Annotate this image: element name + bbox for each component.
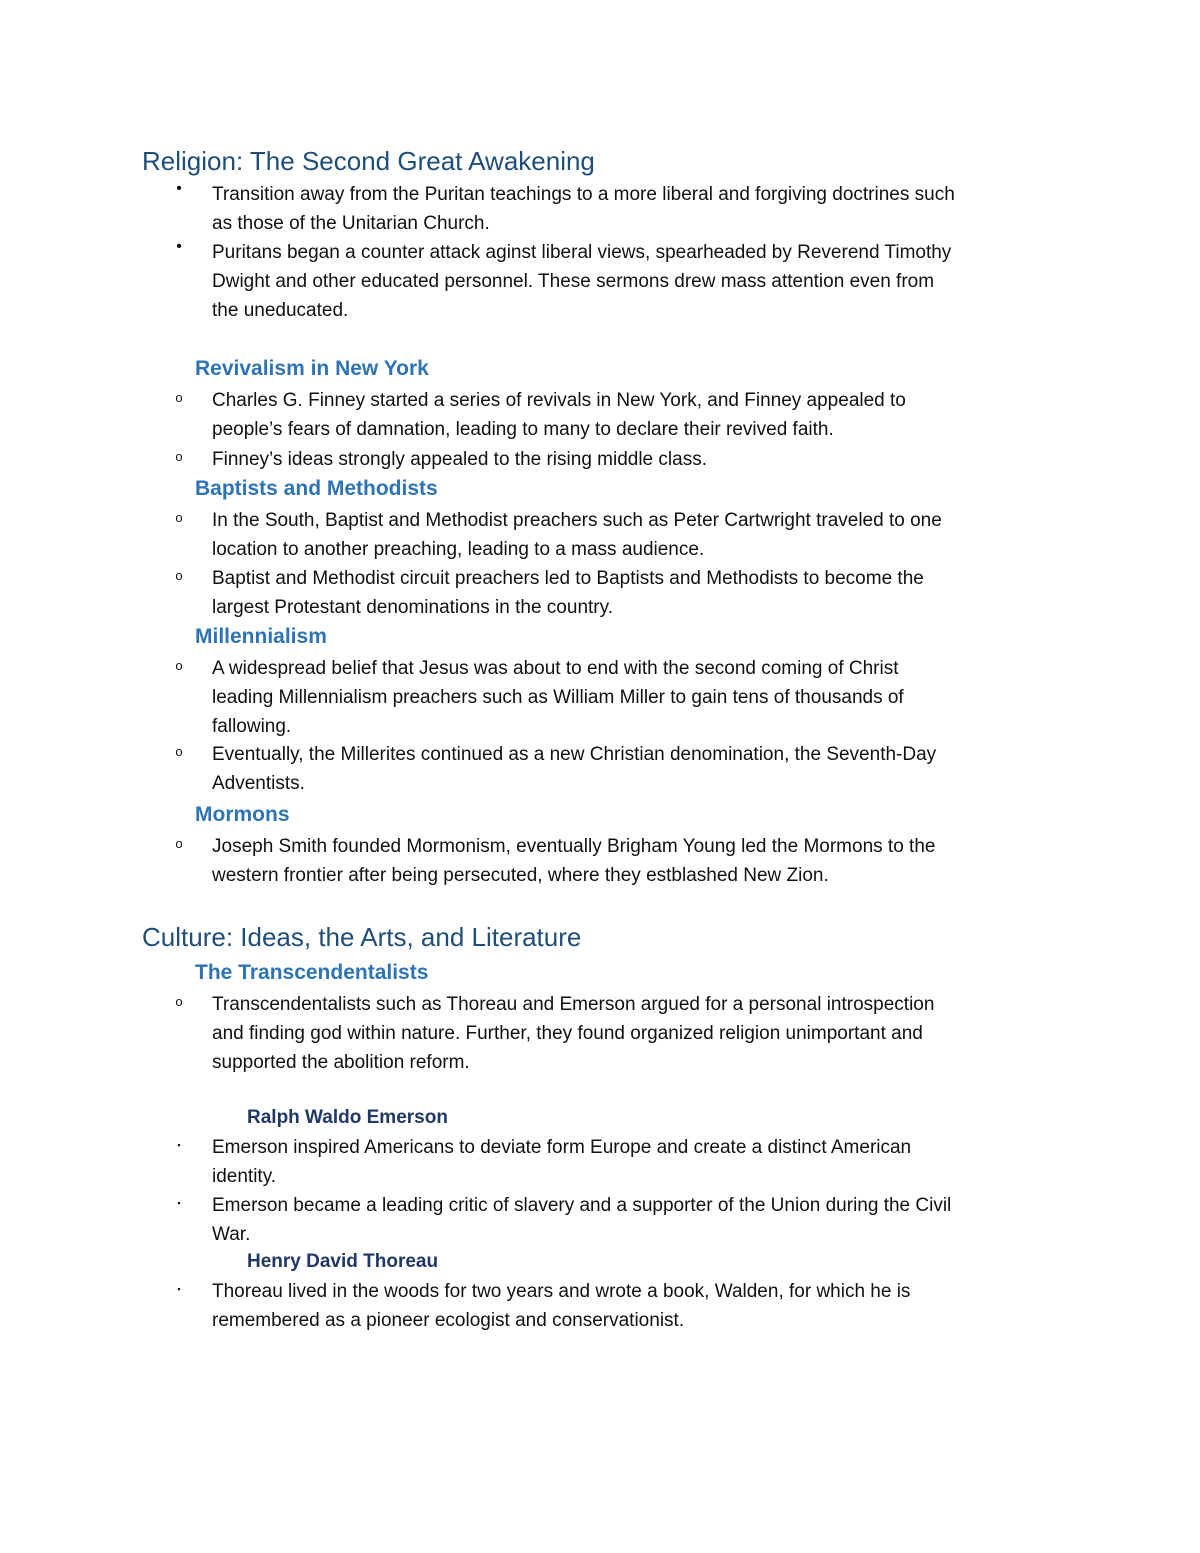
list-item: Transcendentalists such as Thoreau and Emerson argued for a personal introspection and finding god within nature. Further, they found organized religion unimportant and supported the abolition reform. bbox=[212, 994, 935, 1073]
subsection-title-revivalism: Revivalism in New York bbox=[195, 357, 429, 380]
list-item: Finney’s ideas strongly appealed to the rising middle class. bbox=[212, 449, 707, 470]
bullet-circle-icon: o bbox=[175, 510, 183, 525]
subsection-title-transcendentalists: The Transcendentalists bbox=[195, 961, 429, 984]
bullet-square-icon: ▪ bbox=[177, 1284, 181, 1294]
bullet-circle-icon: o bbox=[175, 836, 183, 851]
list-item: A widespread belief that Jesus was about to end with the second coming of Christ leading Millennialism preachers such as William Miller to gain tens of thousands of fallowing. bbox=[212, 658, 904, 737]
subsection-title-mormons: Mormons bbox=[195, 803, 290, 826]
subsection-title-baptists-methodists: Baptists and Methodists bbox=[195, 477, 438, 500]
list-item: Transition away from the Puritan teachings to a more liberal and forgiving doctrines such as those of the Unitarian Church. bbox=[212, 184, 955, 234]
bullet-square-icon: ▪ bbox=[177, 1198, 181, 1208]
bullet-circle-icon: o bbox=[175, 449, 183, 464]
list-item: Emerson inspired Americans to deviate form Europe and create a distinct American identity. bbox=[212, 1137, 912, 1187]
list-item: Thoreau lived in the woods for two years and wrote a book, Walden, for which he is remembered as a pioneer ecologist and conservationist. bbox=[212, 1281, 911, 1331]
subsection-title-millennialism: Millennialism bbox=[195, 625, 327, 648]
list-item: Charles G. Finney started a series of revivals in New York, and Finney appealed to people’s fears of damnation, leading to many to declare their revived faith. bbox=[212, 390, 906, 440]
person-title-emerson: Ralph Waldo Emerson bbox=[247, 1107, 448, 1128]
bullet-circle-icon: o bbox=[175, 568, 183, 583]
list-item: Baptist and Methodist circuit preachers led to Baptists and Methodists to become the largest Protestant denominations in the country. bbox=[212, 568, 924, 618]
bullet-disc-icon: • bbox=[176, 180, 182, 197]
section-title-religion: Religion: The Second Great Awakening bbox=[142, 146, 595, 176]
bullet-disc-icon: • bbox=[176, 238, 182, 255]
list-item: In the South, Baptist and Methodist preachers such as Peter Cartwright traveled to one location to another preaching, leading to a mass audience. bbox=[212, 510, 942, 560]
list-item: Emerson became a leading critic of slavery and a supporter of the Union during the Civil War. bbox=[212, 1195, 952, 1245]
person-title-thoreau: Henry David Thoreau bbox=[247, 1251, 439, 1272]
bullet-square-icon: ▪ bbox=[177, 1140, 181, 1150]
list-item: Puritans began a counter attack aginst liberal views, spearheaded by Reverend Timothy Dwight and other educated personnel. These sermons drew mass attention even from the uneducated. bbox=[212, 242, 952, 321]
bullet-circle-icon: o bbox=[175, 994, 183, 1009]
list-item: Joseph Smith founded Mormonism, eventually Brigham Young led the Mormons to the western frontier after being persecuted, where they estblashed New Zion. bbox=[212, 836, 936, 886]
bullet-circle-icon: o bbox=[175, 744, 183, 759]
list-item: Eventually, the Millerites continued as a new Christian denomination, the Seventh-Day Adventists. bbox=[212, 744, 937, 794]
bullet-circle-icon: o bbox=[175, 390, 183, 405]
section-title-culture: Culture: Ideas, the Arts, and Literature bbox=[142, 922, 582, 952]
bullet-circle-icon: o bbox=[175, 658, 183, 673]
